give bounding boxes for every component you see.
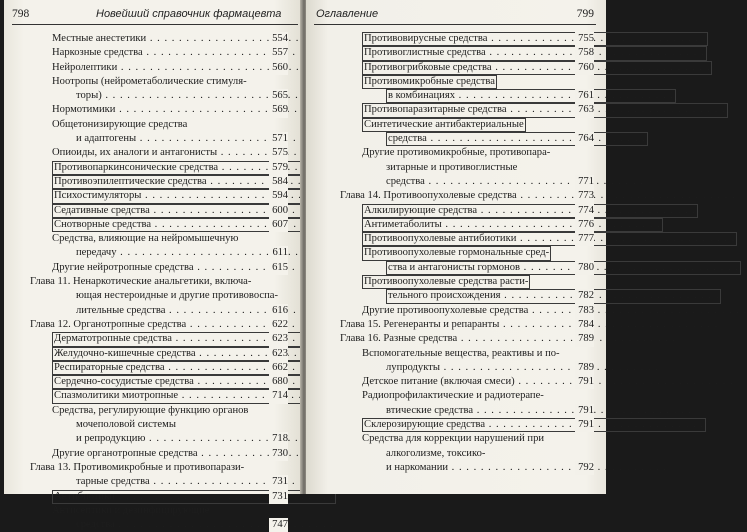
toc-entry-title: Наркозные средства . . . [52,46,362,60]
toc-entry-title: Антиметаболиты . . . [362,218,663,232]
toc-entry-title: и наркомании . . . [386,461,667,475]
toc-entry [340,118,594,132]
left-page [4,0,302,531]
toc-entry [340,132,594,146]
toc-entry-page: 784 [575,318,594,332]
toc-entry-title: Седативные средства . . . [52,204,371,218]
toc-entry-title: Противомикробные средства [362,75,497,89]
toc-entry-title: Общетонизирующие средства [52,118,188,130]
toc-entry-page: 731 [269,490,288,504]
toc-entry [30,118,288,132]
toc-entry [30,103,288,117]
toc-entry-page: 616 [269,304,288,318]
toc-entry [340,418,594,432]
toc-entry-title: Противоглистные средства . . . [362,46,707,60]
toc-entry-page: 791 [575,375,594,389]
toc-entry-title: Другие противоопухолевые средства . . . [362,304,747,318]
toc-entry [340,75,594,89]
toc-entry-title: Другие органотропные средства . . . [52,447,416,461]
toc-entry-title: Противоэпилептические средства . . . [52,175,428,189]
toc-entry-title: Психостимуляторы . . . [52,189,362,203]
toc-entry [30,161,288,175]
toc-entry-title: Глава 15. Регенеранты и репаранты . . . [340,318,718,332]
toc-entry-page: 680 [269,375,288,389]
toc-entry-title: Опиоиды, их аналоги и антагонисты . . . [52,146,436,160]
toc-entry [340,318,594,332]
toc-entry [30,132,288,146]
toc-entry [340,461,594,475]
toc-entry-title: алкоголизме, токсико- [386,447,486,459]
toc-entry-page: 774 [575,204,594,218]
toc-entry-title: лительные средства . . . [76,304,384,318]
toc-entry-title: Дерматотропные средства . . . [52,332,393,346]
toc-entry [30,332,288,346]
toc-entry-title: лупродукты . . . [386,361,659,375]
toc-entry [30,204,288,218]
toc-entry-title: Синтетические антибактериальные [362,118,526,132]
toc-entry [30,246,288,260]
toc-entry [340,61,594,75]
toc-entry-page: 594 [269,189,288,203]
toc-entry-title: Глава 16. Разные средства . . . [340,332,676,346]
toc-entry-title: Противовирусные средства . . . [362,32,708,46]
toc-entry [340,447,594,461]
toc-entry-page: 773 [575,189,594,203]
toc-entry-title: и репродукцию . . . [76,432,364,446]
toc-entry-page: 731 [269,475,288,489]
toc-entry [340,218,594,232]
toc-entry [340,246,594,260]
toc-entry-page: 718 [269,432,288,446]
toc-entry-page: 780 [575,261,594,275]
toc-entry-page: 569 [269,103,288,117]
toc-entry-page: 747 [269,518,288,532]
toc-entry [30,75,288,89]
toc-entry-title: Алкилирующие средства . . . [362,204,698,218]
toc-entry [30,261,288,275]
left-header-rule [12,24,298,25]
toc-entry [340,161,594,175]
toc-entry-page: 755 [575,32,594,46]
toc-entry-title: Средства для коррекции нарушений при [362,433,545,445]
toc-entry-title: Противоопухолевые средства расти- [362,275,530,289]
left-running-title [96,8,281,24]
toc-entry [340,304,594,318]
toc-entry-title: Местные анестетики . . . [52,32,365,46]
toc-entry-page: 783 [575,304,594,318]
toc-entry-page: 600 [269,204,288,218]
toc-entry [340,389,594,403]
toc-entry-page: 776 [575,218,594,232]
toc-entry [30,475,288,489]
toc-entry [340,432,594,446]
toc-entry-title: средства . . . [386,175,644,189]
toc-entry [30,504,288,518]
toc-entry-title: Глава 13. Противомикробные и противопарази- [30,461,245,473]
toc-entry-title: Противопаразитарные средства . . . [362,103,728,117]
toc-entry [30,232,288,246]
toc-entry [340,32,594,46]
toc-entry-page: 579 [269,161,288,175]
toc-entry-title: Вспомогательные вещества, реактивы и по- [362,347,560,359]
toc-entry [340,261,594,275]
toc-entry [30,304,288,318]
toc-entry [30,318,288,332]
toc-entry-page: 615 [269,261,288,275]
toc-entry [340,404,594,418]
toc-entry-title: Нейролептики . . . [52,61,336,75]
toc-entry-page: 730 [269,447,288,461]
toc-entry-page: 622 [269,318,288,332]
toc-entry-page: 554 [269,32,288,46]
toc-entry-title: Противоопухолевые гормональные сред- [362,246,551,260]
toc-entry-page: 557 [269,46,288,60]
toc-entry-title: мочеполовой системы [76,419,176,431]
toc-entry-title: тарные средства . . . [76,475,369,489]
toc-entry-title: Желудочно-кишечные средства . . . [52,347,416,361]
toc-entry [30,490,288,504]
toc-entry-page: 714 [269,389,288,403]
toc-entry [30,89,288,103]
toc-entry [30,275,288,289]
toc-entry-title: средства . . . [76,518,334,532]
right-header-rule [314,24,596,25]
toc-entry-title: и адаптогены . . . [76,132,355,146]
toc-entry [30,518,288,532]
toc-entry-page: 584 [269,175,288,189]
toc-entry [340,361,594,375]
toc-entry [30,32,288,46]
right-page-number: 799 [576,8,594,20]
toc-entry-title: тельного происхождения . . . [386,289,721,303]
toc-entry-page: 777 [575,232,594,246]
toc-entry-title: ющая нестероидные и другие противовоспа- [76,290,279,302]
toc-entry-title: Радиопрофилактические и радиотерапе- [362,390,544,402]
toc-entry-page: 565 [269,89,288,103]
toc-entry-title: Глава 11. Ненаркотические анальгетики, включа- [30,276,252,288]
left-page-number: 798 [12,8,30,20]
toc-entry-page: 792 [575,461,594,475]
toc-entry-title: средства . . . [386,132,648,146]
toc-entry-page: 571 [269,132,288,146]
left-toc-list [30,32,288,532]
toc-entry [340,175,594,189]
toc-entry-title: Склерозирующие средства . . . [362,418,706,432]
toc-entry-title: втические средства . . . [386,404,692,418]
toc-entry [340,189,594,203]
toc-entry-page: 771 [575,175,594,189]
right-page [306,0,606,494]
toc-entry-title: Респираторные средства . . . [52,361,385,375]
toc-entry-title: Противогрибковые средства . . . [362,61,712,75]
toc-entry [30,347,288,361]
toc-entry-title: Нормотимики . . . [52,103,334,117]
toc-entry [30,389,288,403]
toc-entry-page: 763 [575,103,594,117]
toc-entry-title: Глава 14. Противоопухолевые средства . . . [340,189,736,203]
right-running-title [316,8,378,24]
toc-entry [30,61,288,75]
toc-entry-title: ства и антагонисты гормонов . . . [386,261,741,275]
toc-entry [30,375,288,389]
toc-entry-page: 761 [575,89,594,103]
toc-entry-page: 791 [575,418,594,432]
toc-entry-page: 791 [575,404,594,418]
toc-entry [30,289,288,303]
toc-entry [340,332,594,346]
toc-entry [340,204,594,218]
toc-entry-title: Детское питание (включая смеси) . . . [362,375,734,389]
toc-entry-page: 575 [269,146,288,160]
toc-entry [30,432,288,446]
toc-entry-page: 607 [269,218,288,232]
right-toc-list [340,32,594,475]
right-title-text: Оглавление [316,8,379,20]
toc-entry [340,89,594,103]
toc-entry-title: Спазмолитики миотропные . . . [52,389,399,403]
toc-entry [340,275,594,289]
toc-entry-title: зитарные и противоглистные [386,161,518,173]
toc-entry [30,146,288,160]
toc-entry-title: передачу . . . [76,246,335,260]
toc-entry-page: 764 [575,132,594,146]
toc-entry [340,289,594,303]
toc-entry-title: Другие нейротропные средства . . . [52,261,412,275]
toc-entry [30,189,288,203]
toc-entry [340,46,594,60]
toc-entry-page: 611 [270,246,289,260]
left-title-text: Новейший справочник фармацевта [96,8,282,20]
toc-entry-page: 623 [269,332,288,346]
toc-entry-page: 662 [269,361,288,375]
toc-entry-title: Противопаркинсонические средства . . . [52,161,439,175]
toc-entry-page: 789 [575,361,594,375]
toc-entry-page: 758 [575,46,594,60]
toc-entry [340,232,594,246]
toc-entry [30,175,288,189]
toc-entry-page: 782 [575,289,594,303]
toc-entry-title: Ноотропы (нейрометаболические стимуля- [52,75,247,87]
toc-entry-title: Глава 12. Органотропные средства . . . [30,318,405,332]
toc-entry-title: Сердечно-сосудистые средства . . . [52,375,415,389]
toc-entry-title: Противоопухолевые антибиотики . . . [362,232,737,246]
toc-entry [340,103,594,117]
toc-entry [30,361,288,375]
toc-entry-title: в комбинациях . . . [386,89,676,103]
toc-entry-page: 560 [269,61,288,75]
toc-entry [30,418,288,432]
toc-entry [340,146,594,160]
toc-entry-title: Антибиотики . . . [52,490,336,504]
toc-entry-page: 760 [575,61,594,75]
toc-entry-title: Антисептики и дезинфицирующие [52,504,210,516]
toc-entry [340,375,594,389]
toc-entry [340,347,594,361]
toc-entry-page: 623 [269,347,288,361]
toc-entry [30,46,288,60]
toc-entry-title: Снотворные средства . . . [52,218,372,232]
toc-entry-page: 789 [575,332,594,346]
toc-entry [30,218,288,232]
toc-entry-title: торы) . . . [76,89,321,103]
toc-entry [30,461,288,475]
toc-entry-title: Средства, регулирующие функцию органов [52,404,249,416]
toc-entry-title: Средства, влияющие на нейромышечную [52,233,239,245]
toc-entry-title: Другие противомикробные, противопара- [362,147,551,159]
toc-entry [30,404,288,418]
toc-entry [30,447,288,461]
